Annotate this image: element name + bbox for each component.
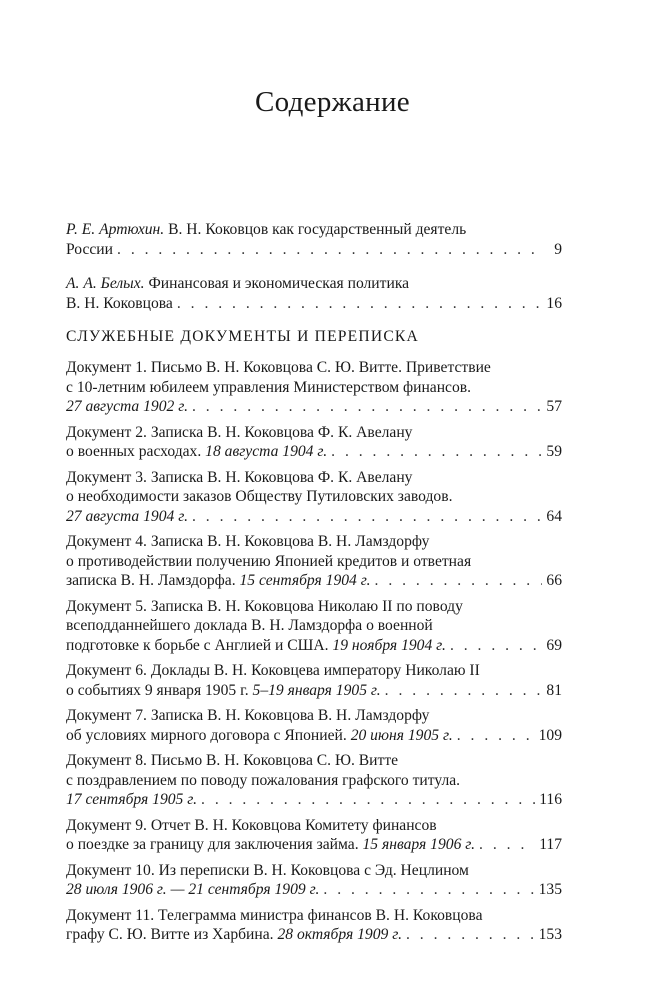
dot-leader: [323, 880, 534, 900]
toc-entry-text: всеподданнейшего доклада В. Н. Ламздорфа о военной: [66, 617, 433, 634]
toc-entry-text: [66, 507, 188, 527]
toc-entry-belykh: [66, 274, 562, 313]
page-number: 81: [546, 681, 562, 699]
toc-entry-last-line: [66, 507, 562, 527]
toc-entry-line: [66, 487, 562, 507]
section-heading: СЛУЖЕБНЫЕ ДОКУМЕНТЫ И ПЕРЕПИСКА: [66, 328, 419, 345]
toc-entry-line: [66, 552, 562, 572]
toc-entry-last-line: [66, 790, 562, 810]
toc-entry-line: [66, 661, 562, 681]
page-number: 9: [554, 240, 562, 258]
toc-entry-last-line: [66, 397, 562, 417]
dot-leader: [457, 726, 535, 746]
toc-entry-last-line: [66, 726, 562, 746]
toc-entry-text: о поездке за границу для заключения займа.: [66, 836, 363, 853]
toc-entry-text: В. Н. Коковцова: [66, 294, 173, 312]
toc-entry-text: [66, 681, 381, 701]
page-number: 109: [538, 726, 562, 744]
toc-entry-text: Документ 11. Телеграмма министра финансов В. Н. Коковцова: [66, 906, 483, 924]
toc-entry-text: [66, 726, 453, 746]
toc-entry-text: о необходимости заказов Обществу Путиловских заводов.: [66, 488, 453, 505]
toc-entry-line: [66, 220, 562, 240]
toc-entry-date: 15 сентября 1904 г.: [239, 572, 371, 589]
toc-entry-document-9: [66, 816, 562, 855]
page-number: 59: [546, 443, 562, 460]
toc-entry-line: [66, 378, 562, 398]
toc-entry-line: [66, 597, 562, 617]
toc-entry-text: о военных расходах.: [66, 443, 206, 460]
page-number: 57: [546, 398, 562, 415]
toc-entry-document-6: [66, 661, 562, 700]
toc-entry-text: Финансовая и экономическая политика: [148, 275, 410, 292]
toc-entry-document-11: [66, 906, 562, 945]
toc-entry-text: России: [66, 240, 114, 258]
toc-entry-line: [66, 532, 562, 552]
toc-entry-text: подготовке к борьбе с Англией и США.: [66, 636, 333, 654]
toc-entry-document-3: [66, 468, 562, 527]
toc-entry-artyukhin: [66, 220, 562, 259]
page-number: 135: [538, 881, 562, 898]
toc-entry-last-line: [66, 681, 562, 701]
toc-entry-date: 19 ноября 1904 г.: [332, 636, 446, 654]
toc-entry-document-7: [66, 706, 562, 745]
toc-entry-date: 18 августа 1904 г.: [205, 443, 328, 460]
toc-entry-date: 27 августа 1902 г.: [66, 398, 188, 415]
toc-entry-last-line: [66, 294, 562, 314]
dot-leader: [479, 835, 535, 855]
toc-entry-text: В. Н. Коковцов как государственный деятель: [168, 221, 467, 238]
page-number: 16: [546, 294, 562, 312]
toc-entry-last-line: [66, 240, 562, 260]
toc-entry-line: [66, 423, 562, 443]
toc-entry-last-line: [66, 880, 562, 900]
toc-entry-text: Документ 2. Записка В. Н. Коковцова Ф. К. Авелану: [66, 423, 413, 441]
toc-entry-text: записка В. Н. Ламздорфа.: [66, 572, 240, 589]
table-of-contents: [66, 220, 562, 951]
toc-entry-text: [66, 925, 402, 945]
dot-leader: [375, 571, 543, 591]
toc-entry-last-line: [66, 442, 562, 462]
toc-entry-text: [66, 880, 319, 900]
toc-entry-document-8: [66, 751, 562, 810]
toc-entry-date: 20 июня 1905 г.: [350, 726, 453, 744]
page-title: Содержание: [255, 86, 410, 118]
toc-entry-text: Документ 6. Доклады В. Н. Коковцева императору Николаю II: [66, 662, 480, 679]
toc-entry-document-10: [66, 861, 562, 900]
toc-entry-last-line: [66, 571, 562, 591]
toc-entry-text: [66, 636, 446, 656]
toc-entry-line: [66, 861, 562, 881]
dot-leader: [192, 507, 542, 527]
toc-entry-text: [66, 835, 475, 855]
toc-entry-line: [66, 816, 562, 836]
dot-leader: [117, 240, 544, 260]
toc-entry-line: [66, 468, 562, 488]
toc-entry-line: [66, 358, 562, 378]
toc-entry-line: [66, 706, 562, 726]
toc-entry-date: 27 августа 1904 г.: [66, 507, 188, 525]
toc-entry-text: о противодействии получению Японией кредитов и ответная: [66, 552, 472, 570]
toc-entry-text: об условиях мирного договора с Японией.: [66, 726, 351, 744]
toc-entry-document-5: [66, 597, 562, 656]
toc-entry-text: Документ 3. Записка В. Н. Коковцова Ф. К. Авелану: [66, 468, 413, 486]
toc-entry-date: 28 июля 1906 г. — 21 сентября 1909 г.: [66, 881, 320, 898]
toc-entry-text: о событиях 9 января 1905 г.: [66, 681, 253, 699]
page-number: 69: [546, 636, 562, 654]
toc-entry-last-line: [66, 835, 562, 855]
toc-entry-line: [66, 616, 562, 636]
toc-entry-document-4: [66, 532, 562, 591]
toc-entry-document-1: [66, 358, 562, 417]
toc-entry-text: Документ 1. Письмо В. Н. Коковцова С. Ю. Витте. Приветствие: [66, 359, 491, 376]
page-number: 66: [546, 572, 562, 589]
toc-entry-document-2: [66, 423, 562, 462]
page-number: 116: [539, 791, 562, 808]
toc-entry-last-line: [66, 636, 562, 656]
dot-leader: [331, 442, 542, 462]
toc-entry-text: [66, 790, 197, 810]
toc-entry-text: с поздравлением по поводу пожалования графского титула.: [66, 771, 461, 789]
dot-leader: [201, 790, 535, 810]
toc-entry-text: с 10-летним юбилеем управления Министерством финансов.: [66, 378, 472, 396]
dot-leader: [450, 636, 542, 656]
toc-entry-text: графу С. Ю. Витте из Харбина.: [66, 926, 278, 943]
toc-entry-date: 5–19 января 1905 г.: [252, 681, 381, 699]
toc-entry-text: [66, 571, 371, 591]
toc-entry-line: [66, 771, 562, 791]
toc-entry-text: Документ 7. Записка В. Н. Коковцова В. Н. Ламздорфу: [66, 707, 430, 724]
toc-author: А. А. Белых.: [66, 275, 145, 292]
document-list: [66, 358, 562, 945]
toc-entry-text: [66, 397, 188, 417]
dot-leader: [192, 397, 542, 417]
toc-entry-text: Документ 9. Отчет В. Н. Коковцова Комитету финансов: [66, 816, 437, 834]
toc-entry-line: [66, 274, 562, 294]
page-number: 153: [538, 926, 562, 943]
toc-entry-text: Документ 8. Письмо В. Н. Коковцова С. Ю. Витте: [66, 752, 399, 769]
toc-entry-text: Документ 10. Из переписки В. Н. Коковцова с Эд. Нецлином: [66, 861, 469, 879]
toc-entry-last-line: [66, 925, 562, 945]
toc-entry-text: [66, 442, 327, 462]
toc-entry-text: Документ 5. Записка В. Н. Коковцова Николаю II по поводу: [66, 597, 463, 615]
toc-entry-text: Документ 4. Записка В. Н. Коковцова В. Н. Ламздорфу: [66, 533, 430, 550]
toc-entry-date: 17 сентября 1905 г.: [66, 791, 198, 808]
toc-entry-date: 15 января 1906 г.: [362, 836, 476, 853]
toc-entry-line: [66, 751, 562, 771]
toc-author: Р. Е. Артюхин.: [66, 221, 165, 238]
page-number: 117: [539, 836, 562, 853]
dot-leader: [385, 681, 543, 701]
dot-leader: [177, 294, 543, 314]
dot-leader: [406, 925, 535, 945]
toc-entry-date: 28 октября 1909 г.: [277, 926, 402, 943]
toc-entry-line: [66, 906, 562, 926]
page-number: 64: [546, 507, 562, 525]
